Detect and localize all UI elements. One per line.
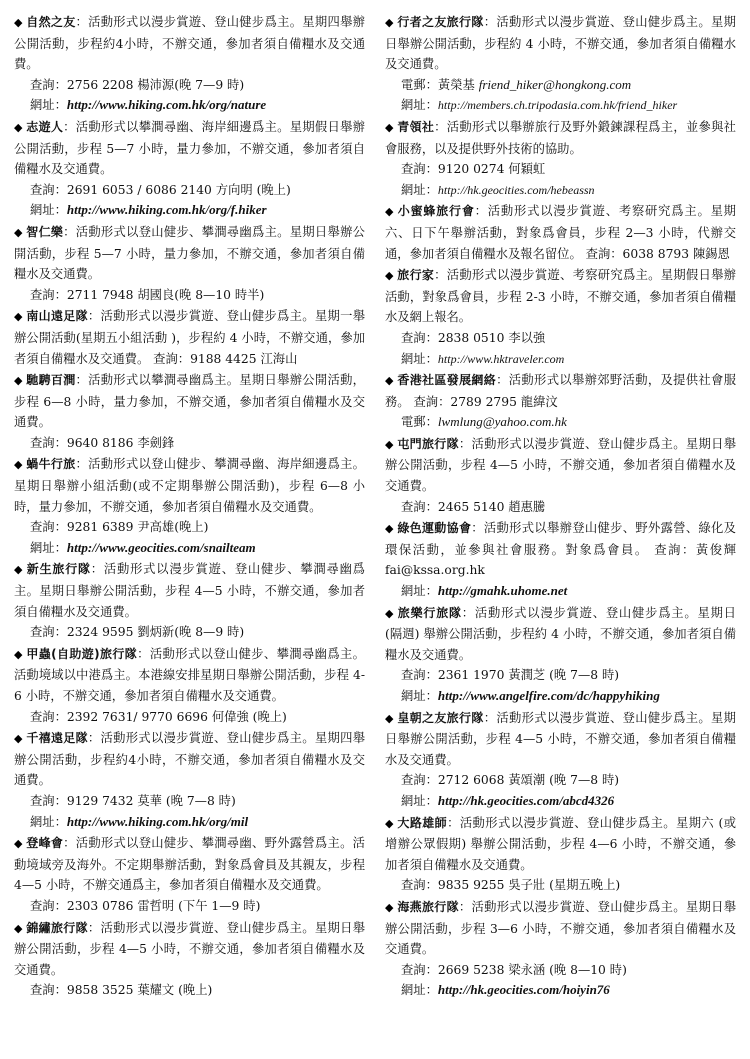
- club-name: 皇朝之友旅行隊: [397, 710, 484, 725]
- contact-value: 2669 5238 梁永涵 (晚 8—10 時): [437, 962, 627, 977]
- club-entry: [14, 559, 365, 642]
- website-line: [14, 200, 365, 221]
- club-entry: [385, 201, 736, 264]
- contact-value: 2324 9595 劉炳新(晚 8—9 時): [66, 625, 245, 640]
- club-description: ：活動形式以舉辦登山健步、野外露營、綠化及環保活動，並參與社會服務。對象爲會員。 查詢：黃俊輝 fai@kssa.org.hk: [385, 521, 736, 578]
- contact-value: 2838 0510 李以強: [437, 330, 546, 345]
- website-label: 網址：: [401, 793, 438, 808]
- club-name: 海燕旅行隊: [397, 899, 459, 914]
- club-name: 旅樂行旅隊: [397, 605, 462, 620]
- contact-line: [14, 517, 365, 538]
- club-name: 大路雄師: [397, 815, 448, 830]
- club-description: ：活動形式以漫步賞遊、登山健步爲主。星期四舉辦公開活動，步程約4小時，不辦交通，參加者須自備糧水及交通費。: [14, 15, 365, 72]
- diamond-bullet-icon: ◆: [14, 647, 23, 661]
- club-description-block: [385, 370, 736, 412]
- club-entry: [385, 518, 736, 601]
- club-name: 馳騁百澗: [26, 373, 76, 388]
- contact-label: 查詢：: [30, 898, 67, 913]
- club-description: ：活動形式以漫步賞遊、登山健步爲主。星期日 (隔週) 舉辦公開活動，步程約 4 小時，不辦交通，參加者須自備糧水及交通費。: [385, 605, 736, 662]
- diamond-bullet-icon: ◆: [14, 120, 23, 134]
- website-link[interactable]: http://hk.geocities.com/abcd4326: [437, 792, 615, 808]
- club-description-block: [385, 897, 736, 960]
- email-link[interactable]: friend_hiker@hongkong.com: [478, 76, 632, 92]
- club-description: ：活動形式以漫步賞遊、登山健步爲主。星期六 (或增辦公眾假期) 舉辦公開活動，步程 4—6 小時，不辦交通，參加者須自備糧水及交通費。: [385, 815, 736, 872]
- diamond-bullet-icon: ◆: [385, 711, 394, 725]
- club-description-block: [14, 306, 365, 369]
- club-name: 登峰會: [26, 836, 64, 851]
- diamond-bullet-icon: ◆: [385, 900, 394, 914]
- club-description-block: [14, 222, 365, 285]
- diamond-bullet-icon: ◆: [14, 458, 23, 472]
- club-description: ：活動形式以漫步賞遊、登山健步爲主。星期日舉辦公開活動，步程 4—5 小時，不辦交通，參加者須自備糧水及交通費。: [385, 710, 736, 767]
- contact-label: 查詢：: [30, 520, 67, 535]
- club-description-block: [385, 201, 736, 264]
- diamond-bullet-icon: ◆: [385, 606, 394, 620]
- contact-label: 查詢：: [30, 77, 67, 92]
- contact-line: [14, 285, 365, 306]
- contact-value: 9120 0274 何穎虹: [437, 162, 546, 177]
- website-link[interactable]: http://www.hiking.com.hk/org/nature: [66, 97, 267, 113]
- contact-value: 2756 2208 楊沛源(晚 7—9 時): [66, 77, 245, 92]
- contact-label: 查詢：: [401, 878, 438, 893]
- contact-line: [385, 770, 736, 791]
- club-name: 錦繡旅行隊: [26, 920, 88, 935]
- contact-line: [14, 180, 365, 201]
- right-column: [385, 12, 736, 1059]
- club-entry: [14, 644, 365, 727]
- website-line: [385, 180, 736, 201]
- website-link[interactable]: http://www.angelfire.com/dc/happyhiking: [437, 688, 660, 703]
- website-line: [14, 95, 365, 116]
- contact-value: 2392 7631/ 9770 6696 何偉強 (晚上): [66, 709, 287, 724]
- website-label: 網址：: [30, 814, 67, 829]
- contact-label: 電郵：: [401, 415, 438, 430]
- website-line: [385, 581, 736, 602]
- contact-line: [385, 960, 736, 981]
- website-line: [14, 538, 365, 559]
- club-description: ：活動形式以漫步賞遊、考察研究爲主。星期假日舉辦活動，對象爲會員，步程 2-3 小時，不辦交通，參加者須自備糧水及網上報名。: [385, 268, 736, 325]
- website-link[interactable]: http://hk.geocities.com/hoiyin76: [437, 982, 610, 998]
- club-description: ：活動形式以登山健步、攀澗尋幽、海岸細邊爲主。星期日舉辦小組活動(或不定期舉辦公開活動)，步程 6—8 小時，量力參加，不辦交通，參加者須自備糧水及交通費。: [14, 457, 365, 514]
- club-description-block: [14, 833, 365, 896]
- contact-label: 查詢：: [30, 625, 67, 640]
- contact-value: 9835 9255 吳子壯 (星期五晚上): [437, 878, 621, 893]
- club-name: 屯門旅行隊: [397, 436, 459, 451]
- contact-value: 9640 8186 李劍鋒: [66, 435, 175, 450]
- website-link[interactable]: http://hk.geocities.com/hebeassn: [437, 182, 595, 197]
- club-entry: [385, 117, 736, 200]
- club-description-block: [14, 559, 365, 622]
- contact-line: [385, 159, 736, 180]
- club-name: 千禧遠足隊: [26, 731, 88, 746]
- website-label: 網址：: [30, 98, 67, 113]
- club-description: ：活動形式以漫步賞遊、登山健步、攀澗尋幽爲主。星期日舉辦公開活動，步程 4—5 小時，不辦交通，參加者須自備糧水及交通費。: [14, 562, 365, 619]
- website-label: 網址：: [401, 98, 438, 113]
- website-line: [14, 812, 365, 833]
- website-link[interactable]: http://www.geocities.com/snailteam: [66, 539, 256, 555]
- club-description: ：活動形式以舉辦旅行及野外鍛鍊課程爲主，並參與社會服務，以及提供野外技術的協助。: [385, 119, 736, 156]
- website-label: 網址：: [401, 689, 438, 703]
- contact-label: 查詢：: [30, 983, 67, 998]
- website-link[interactable]: http://www.hiking.com.hk/org/mil: [66, 813, 249, 829]
- club-description-block: [14, 454, 365, 517]
- website-link[interactable]: http://www.hktraveler.com: [437, 351, 565, 366]
- club-description-block: [14, 918, 365, 981]
- club-description: ：活動形式以攀澗尋幽、海岸細邊爲主。星期假日舉辦公開活動，步程 5—7 小時，量力參加，不辦交通，參加者須自備糧水及交通費。: [14, 119, 365, 177]
- club-description: ：活動形式以舉辦郊野活動，及提供社會服務。 查詢：2789 2795 龍緯汶: [385, 373, 736, 409]
- contact-line: [385, 665, 736, 686]
- diamond-bullet-icon: ◆: [385, 374, 394, 388]
- club-entry: [385, 897, 736, 1001]
- club-description-block: [385, 813, 736, 876]
- club-description: ：活動形式以攀澗尋幽爲主。星期日舉辦公開活動，步程 6—8 小時，量力參加，不辦交通，參加者須自備糧水及交通費。: [14, 373, 365, 430]
- website-line: [385, 95, 736, 116]
- club-description-block: [385, 265, 736, 328]
- club-name: 綠色運動協會: [397, 521, 472, 536]
- diamond-bullet-icon: ◆: [385, 205, 394, 219]
- contact-label: 查詢：: [30, 435, 67, 450]
- club-description: ：活動形式以漫步賞遊、登山健步爲主。星期日舉辦公開活動，步程 4—5 小時，不辦交通，參加者須自備糧水及交通費。: [14, 920, 365, 977]
- club-description-block: [14, 644, 365, 707]
- club-name: 蝸牛行旅: [26, 457, 76, 472]
- contact-label: 查詢：: [30, 287, 67, 302]
- club-description-block: [385, 12, 736, 75]
- club-description: ：活動形式以漫步賞遊、登山健步爲主。星期日舉辦公開活動，步程 4—5 小時，不辦交通，參加者須自備糧水及交通費。: [385, 436, 736, 494]
- club-entry: [385, 370, 736, 433]
- club-name: 旅行家: [397, 268, 435, 283]
- club-name: 志遊人: [26, 119, 64, 134]
- club-description-block: [385, 117, 736, 159]
- club-name: 南山遠足隊: [26, 309, 88, 324]
- contact-line: [14, 896, 365, 917]
- contact-label: 查詢：: [401, 330, 438, 345]
- website-label: 網址：: [30, 540, 67, 555]
- left-column: [14, 12, 365, 1059]
- contact-label: 查詢：: [30, 793, 67, 808]
- club-description-block: [14, 12, 365, 75]
- contact-label: 查詢：: [401, 499, 438, 514]
- contact-label: 查詢：: [401, 668, 438, 683]
- club-entry: [14, 728, 365, 832]
- diamond-bullet-icon: ◆: [14, 16, 23, 29]
- club-name: 新生旅行隊: [26, 562, 91, 577]
- contact-line: [14, 433, 365, 454]
- club-entry: [14, 12, 365, 116]
- club-name: 青領社: [397, 119, 435, 134]
- diamond-bullet-icon: ◆: [385, 522, 394, 536]
- contact-line: [385, 875, 736, 896]
- diamond-bullet-icon: ◆: [385, 269, 394, 283]
- website-line: [385, 791, 736, 812]
- website-line: [385, 686, 736, 707]
- contact-value: 2361 1970 黃潤芝 (晚 7—8 時): [437, 668, 620, 683]
- club-entry: [385, 265, 736, 369]
- diamond-bullet-icon: ◆: [14, 921, 23, 935]
- contact-value: 9858 3525 葉耀文 (晚上): [66, 983, 213, 998]
- contact-value: 2465 5140 趙惠騰: [437, 499, 546, 514]
- diamond-bullet-icon: ◆: [14, 563, 23, 577]
- club-entry: [14, 222, 365, 305]
- website-label: 網址：: [401, 983, 438, 998]
- club-description: ：活動形式以漫步賞遊、登山健步爲主。星期一舉辦公開活動(星期五小組活動 )，步程約 4 小時，不辦交通，參加者須自備糧水及交通費。 查詢：9188 4425 江海山: [14, 309, 365, 366]
- contact-value: 9129 7432 莫華 (晚 7—8 時): [66, 793, 236, 808]
- diamond-bullet-icon: ◆: [14, 374, 23, 388]
- club-description: ：活動形式以漫步賞遊、登山健步爲主。星期日舉辦公開活動，步程 3—6 小時，不辦交通，參加者須自備糧水及交通費。: [385, 899, 736, 957]
- club-entry: [14, 454, 365, 558]
- contact-line: [385, 328, 736, 349]
- club-description-block: [385, 603, 736, 666]
- contact-line: [14, 622, 365, 643]
- contact-label: 查詢：: [401, 773, 438, 788]
- contact-line: [385, 412, 736, 433]
- diamond-bullet-icon: ◆: [14, 225, 23, 239]
- club-name: 自然之友: [26, 15, 76, 29]
- contact-line: [14, 75, 365, 96]
- website-link[interactable]: http://gmahk.uhome.net: [437, 583, 568, 599]
- club-entry: [14, 833, 365, 916]
- contact-line: [14, 707, 365, 728]
- club-description: ：活動形式以登山健步、攀澗尋幽爲主。星期日舉辦公開活動，步程 5—7 小時，量力參加，不辦交通，參加者須自備糧水及交通費。: [14, 224, 365, 282]
- club-entry: [385, 434, 736, 517]
- club-description-block: [385, 434, 736, 497]
- club-entry: [14, 918, 365, 1001]
- website-link[interactable]: http://www.hiking.com.hk/org/f.hiker: [66, 202, 267, 218]
- club-description-block: [14, 370, 365, 433]
- website-line: [385, 980, 736, 1001]
- contact-label: 查詢：: [30, 182, 67, 197]
- contact-line: [385, 497, 736, 518]
- contact-line: [14, 980, 365, 1001]
- diamond-bullet-icon: ◆: [385, 816, 394, 830]
- club-entry: [385, 603, 736, 707]
- diamond-bullet-icon: ◆: [385, 120, 394, 134]
- club-description-block: [14, 117, 365, 180]
- website-link[interactable]: http://members.ch.tripodasia.com.hk/friend_hiker: [437, 98, 678, 113]
- website-line: [385, 349, 736, 370]
- contact-line: [385, 75, 736, 96]
- club-entry: [385, 813, 736, 896]
- club-entry: [385, 12, 736, 116]
- club-name: 香港社區發展網絡: [397, 373, 497, 388]
- diamond-bullet-icon: ◆: [385, 437, 394, 451]
- website-label: 網址：: [401, 351, 438, 366]
- contact-value: 2691 6053 / 6086 2140 方向明 (晚上): [66, 182, 291, 197]
- club-description: ：活動形式以漫步賞遊、登山健步爲主。星期四舉辦公開活動，步程約4小時，不辦交通，參加者須自備糧水及交通費。: [14, 731, 365, 788]
- diamond-bullet-icon: ◆: [14, 837, 23, 851]
- club-description: ：活動形式以登山健步、攀澗尋幽爲主。活動境域以中港爲主。本港線安排星期日舉辦公開活動，步程 4-6 小時，不辦交通，參加者須自備糧水及交通費。: [14, 646, 365, 703]
- contact-value: 2711 7948 胡國良(晚 8—10 時半): [66, 287, 265, 302]
- club-name: 甲蟲(自助遊)旅行隊: [26, 646, 138, 661]
- contact-value: 9281 6389 尹高雄(晚上): [66, 520, 209, 535]
- club-entry: [14, 306, 365, 369]
- website-label: 網址：: [401, 584, 438, 599]
- contact-label: 電郵：: [401, 77, 438, 92]
- website-label: 網址：: [30, 203, 67, 218]
- diamond-bullet-icon: ◆: [385, 16, 394, 29]
- contact-value: 2303 0786 雷哲明 (下午 1—9 時): [66, 898, 261, 913]
- email-link[interactable]: lwmlung@yahoo.com.hk: [437, 414, 567, 430]
- club-description: ：活動形式以登山健步、攀澗尋幽、野外露營爲主。活動境域旁及海外。不定期舉辦活動，對象爲會員及其親友，步程 4—5 小時，不辦交通爲主，參加者須自備糧水及交通費。: [14, 836, 365, 893]
- club-name: 小蜜蜂旅行會: [397, 204, 475, 219]
- club-description: ：活動形式以漫步賞遊、登山健步爲主。星期日舉辦公開活動，步程約 4 小時，不辦交通，參加者須自備糧水及交通費。: [385, 15, 736, 72]
- club-description-block: [385, 518, 736, 581]
- club-entry: [14, 117, 365, 221]
- club-name: 行者之友旅行隊: [397, 15, 484, 29]
- club-description-block: [385, 708, 736, 771]
- contact-label: 查詢：: [401, 962, 438, 977]
- club-description-block: [14, 728, 365, 791]
- contact-label: 查詢：: [30, 709, 67, 724]
- club-entry: [385, 708, 736, 812]
- diamond-bullet-icon: ◆: [14, 310, 23, 324]
- club-entry: [14, 370, 365, 453]
- contact-label: 查詢：: [401, 162, 438, 177]
- club-name: 智仁樂: [26, 224, 64, 239]
- contact-line: [14, 791, 365, 812]
- contact-value: 黃榮基: [437, 77, 479, 92]
- website-label: 網址：: [401, 182, 438, 197]
- club-description: ：活動形式以漫步賞遊、考察研究爲主。星期六、日下午舉辦活動，對象爲會員，步程 2—3 小時，代辦交通，參加者須自備糧水及報名留位。 查詢：6038 8793 陳錫恩: [385, 204, 736, 261]
- contact-value: 2712 6068 黃頌潮 (晚 7—8 時): [437, 773, 620, 788]
- diamond-bullet-icon: ◆: [14, 732, 23, 746]
